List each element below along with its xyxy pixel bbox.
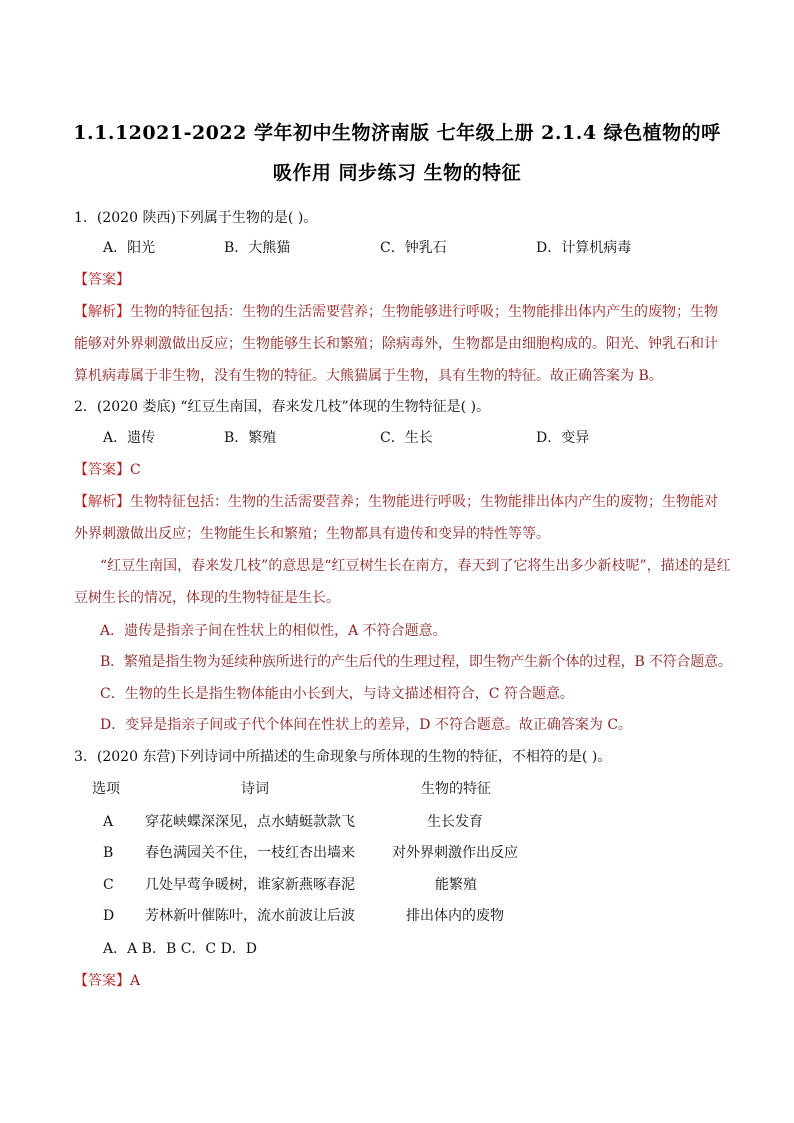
question-1-stem: 1．(2020 陕西)下列属于生物的是( )。 — [74, 210, 318, 226]
question-3-stem: 3．(2020 东营)下列诗词中所描述的生命现象与所体现的生物的特征，不相符的是( )。 — [74, 749, 612, 765]
table-header-feature: 生物的特征 — [421, 781, 491, 797]
table-row-c-feature: 能繁殖 — [435, 877, 477, 893]
question-2-analysis-line-1 — [74, 492, 718, 512]
question-1-option-b: B．大熊猫 — [224, 240, 291, 256]
question-2-analysis-line-2: 外界刺激做出反应；生物能生长和繁殖；生物都具有遗传和变异的特性等等。 — [74, 526, 550, 542]
question-2-option-a: A．遗传 — [103, 430, 156, 446]
question-2-stem: 2．(2020 娄底) “红豆生南国，春来发几枝”体现的生物特征是( )。 — [74, 399, 491, 415]
question-3-answer — [74, 971, 140, 991]
table-row-d-poem: 芳林新叶催陈叶，流水前波让后波 — [145, 908, 355, 924]
table-row-c-option: C — [103, 877, 114, 893]
document-title-line-2: 吸作用 同步练习 生物的特征 — [272, 162, 522, 184]
question-1-analysis-line-3: 算机病毒属于非生物，没有生物的特征。大熊猫属于生物，具有生物的特征。故正确答案为 B。 — [74, 368, 663, 384]
table-row-a-poem: 穿花峡蝶深深见，点水蜻蜓款款飞 — [145, 814, 355, 830]
question-2-analysis-option-d: D．变异是指亲子间或子代个体间在性状上的差异，D 不符合题意。故正确答案为 C。 — [100, 717, 633, 733]
document-title-line-1: 1.1.12021-2022 学年初中生物济南版 七年级上册 2.1.4 绿色植物的呼 — [73, 122, 721, 144]
question-2-option-d: D．变异 — [536, 430, 590, 446]
question-1-option-a: A．阳光 — [103, 240, 156, 256]
table-row-d-option: D — [103, 908, 115, 924]
question-2-answer-value: C — [130, 462, 141, 478]
table-row-b-feature: 对外界刺激作出反应 — [392, 845, 518, 861]
answer-tag: 【答案】 — [74, 272, 130, 288]
table-row-c-poem: 几处早莺争暖树，谁家新燕啄春泥 — [145, 877, 355, 893]
question-1-option-c: C．钟乳石 — [380, 240, 447, 256]
question-2-analysis-line-4: 豆树生长的情况，体现的生物特征是生长。 — [74, 590, 340, 606]
table-row-a-feature: 生长发育 — [427, 814, 483, 830]
question-3-answer-value: A — [130, 973, 141, 989]
question-2-option-c: C．生长 — [380, 430, 433, 446]
table-row-b-option: B — [103, 845, 114, 861]
table-row-a-option: A — [103, 814, 114, 830]
question-1-analysis-line-1 — [74, 302, 718, 322]
question-1-analysis-text-1: 生物的特征包括：生物的生活需要营养；生物能够进行呼吸；生物能排出体内产生的废物；生物 — [130, 304, 718, 320]
answer-tag: 【答案】 — [74, 462, 130, 478]
question-1-answer — [74, 270, 130, 290]
question-2-analysis-line-3: “红豆生南国，春来发几枝”的意思是“红豆树生长在南方，春天到了它将生出多少新枝呢”，描述的是红 — [100, 558, 731, 574]
analysis-tag: 【解析】 — [74, 304, 130, 320]
table-row-b-poem: 春色满园关不住，一枝红杏出墙来 — [145, 845, 355, 861]
question-2-option-b: B．繁殖 — [224, 430, 277, 446]
table-row-d-feature: 排出体内的废物 — [406, 908, 504, 924]
table-header-poem: 诗词 — [241, 781, 269, 797]
question-3-options: A．A B．B C．C D．D — [103, 941, 258, 957]
question-2-analysis-option-c: C．生物的生长是指生物体能由小长到大，与诗文描述相符合，C 符合题意。 — [100, 686, 574, 702]
question-2-analysis-text-1: 生物特征包括：生物的生活需要营养；生物能进行呼吸；生物能排出体内产生的废物；生物能对 — [130, 494, 718, 510]
analysis-tag: 【解析】 — [74, 494, 130, 510]
question-1-analysis-line-2: 能够对外界刺激做出反应；生物能够生长和繁殖；除病毒外，生物都是由细胞构成的。阳光、钟乳石和计 — [74, 336, 718, 352]
answer-tag: 【答案】 — [74, 973, 130, 989]
question-1-option-d: D．计算机病毒 — [536, 240, 632, 256]
question-2-analysis-option-a: A．遗传是指亲子间在性状上的相似性，A 不符合题意。 — [100, 623, 447, 639]
table-header-option: 选项 — [92, 781, 120, 797]
question-2-answer — [74, 460, 141, 480]
question-2-analysis-option-b: B．繁殖是指生物为延续种族所进行的产生后代的生理过程，即生物产生新个体的过程，B 不符合题意。 — [100, 654, 732, 670]
